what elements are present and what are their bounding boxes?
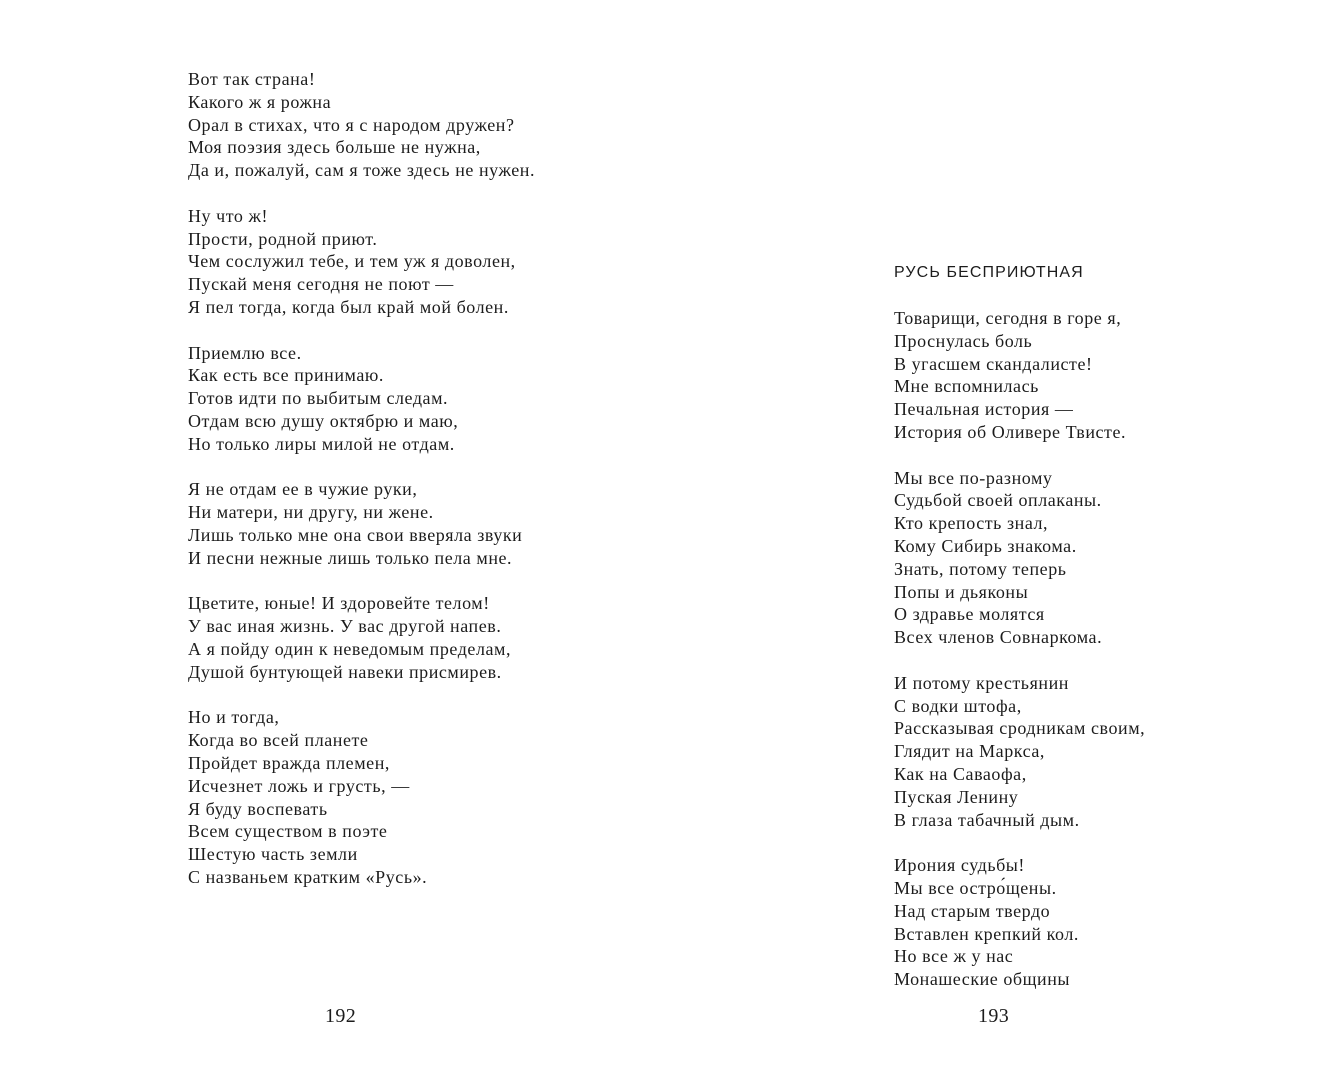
poem-line: И песни нежные лишь только пела мне.: [188, 547, 513, 568]
poem-line: Лишь только мне она свои вверяла звуки: [188, 524, 523, 545]
poem-line: Как есть все принимаю.: [188, 365, 384, 386]
poem-line: Монашеские общины: [894, 969, 1071, 990]
poem-line: Глядит на Маркса,: [894, 741, 1045, 762]
poem-line: Попы и дьяконы: [894, 581, 1029, 602]
poem-line: Мне вспомнилась: [894, 376, 1039, 397]
poem-line: Мы все остро́щены.: [894, 877, 1057, 898]
stanza: [894, 307, 1145, 444]
stanza: [188, 592, 535, 683]
poem-line: Ни матери, ни другу, ни жене.: [188, 502, 434, 523]
poem-line: С водки штофа,: [894, 695, 1022, 716]
poem-line: Товарищи, сегодня в горе я,: [894, 308, 1122, 328]
poem-line: Вот так страна!: [188, 69, 316, 89]
poem-line: Кому Сибирь знакома.: [894, 535, 1077, 556]
poem-line: Всем существом в поэте: [188, 821, 388, 842]
poem-line: В глаза табачный дым.: [894, 809, 1080, 830]
poem-line: Всех членов Совнаркома.: [894, 627, 1103, 648]
stanza: [894, 672, 1145, 832]
poem-line: Проснулась боль: [894, 330, 1033, 351]
poem-line: Кто крепость знал,: [894, 513, 1049, 534]
poem-line: Рассказывая сродникам своим,: [894, 718, 1146, 739]
poem-line: Да и, пожалуй, сам я тоже здесь не нужен.: [188, 160, 535, 181]
poem-line: Приемлю все.: [188, 342, 302, 363]
right-page: [672, 0, 1343, 1080]
stanza: [188, 706, 535, 888]
poem-line: Над старым твердо: [894, 900, 1051, 921]
stanza: [188, 342, 535, 456]
poem-line: Судьбой своей оплаканы.: [894, 490, 1102, 511]
poem-line: С названьем кратким «Русь».: [188, 866, 428, 887]
poem-line: Мы все по-разному: [894, 467, 1053, 488]
poem-line: Готов идти по выбитым следам.: [188, 388, 449, 409]
poem-text-right: [894, 307, 1145, 1014]
poem-line: Душой бунтующей навеки присмирев.: [188, 661, 502, 682]
page-number-right: 193: [978, 1005, 1010, 1027]
poem-line: И потому крестьянин: [894, 672, 1069, 693]
poem-line: История об Оливере Твисте.: [894, 421, 1127, 442]
poem-line: Знать, потому теперь: [894, 558, 1067, 579]
stanza: [188, 68, 535, 182]
poem-line: Исчезнет ложь и грусть, —: [188, 775, 410, 796]
poem-line: У вас иная жизнь. У вас другой напев.: [188, 616, 502, 637]
poem-line: Чем сослужил тебе, и тем уж я доволен,: [188, 251, 516, 272]
page-number-left: 192: [325, 1005, 357, 1027]
poem-line: Когда во всей планете: [188, 730, 369, 751]
stanza: [188, 205, 535, 319]
poem-line: Цветите, юные! И здоровейте телом!: [188, 593, 490, 614]
poem-line: Но все ж у нас: [894, 946, 1014, 967]
poem-line: Какого ж я рожна: [188, 91, 332, 112]
poem-line: Моя поэзия здесь больше не нужна,: [188, 137, 481, 158]
poem-line: В угасшем скандалисте!: [894, 353, 1093, 374]
poem-line: Я не отдам ее в чужие руки,: [188, 479, 418, 500]
stanza: [894, 467, 1145, 649]
poem-line: Пуская Ленину: [894, 786, 1019, 807]
poem-text-left: [188, 68, 535, 911]
poem-line: Пройдет вражда племен,: [188, 752, 390, 773]
poem-line: Ирония судьбы!: [894, 855, 1025, 876]
poem-line: Я буду воспевать: [188, 798, 328, 819]
poem-line: Я пел тогда, когда был край мой болен.: [188, 296, 509, 317]
poem-line: Ну что ж!: [188, 205, 269, 226]
poem-line: Печальная история —: [894, 399, 1074, 420]
poem-line: Вставлен крепкий кол.: [894, 923, 1079, 944]
poem-line: Но только лиры милой не отдам.: [188, 433, 455, 454]
poem-line: Шестую часть земли: [188, 844, 358, 865]
poem-line: Отдам всю душу октябрю и маю,: [188, 410, 459, 431]
stanza: [188, 478, 535, 569]
stanza: [894, 854, 1145, 991]
poem-line: Но и тогда,: [188, 707, 280, 728]
poem-line: Как на Саваофа,: [894, 763, 1027, 784]
poem-line: Орал в стихах, что я с народом дружен?: [188, 114, 515, 135]
poem-line: О здравье молятся: [894, 604, 1045, 625]
poem-line: Пускай меня сегодня не поют —: [188, 274, 454, 295]
poem-title: РУСЬ БЕСПРИЮТНАЯ: [894, 264, 1084, 281]
poem-line: Прости, родной приют.: [188, 228, 378, 249]
poem-line: А я пойду один к неведомым пределам,: [188, 638, 512, 659]
